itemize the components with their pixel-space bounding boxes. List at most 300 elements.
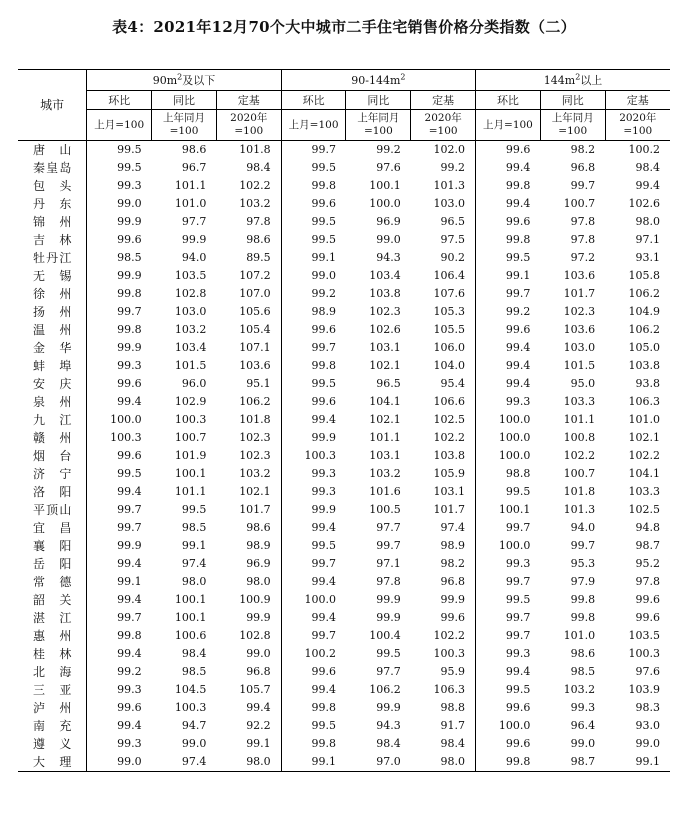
index-value: 98.4 — [376, 737, 401, 750]
index-value: 96.8 — [216, 663, 281, 681]
index-value: 103.6 — [216, 357, 281, 375]
index-value: 97.4 — [181, 557, 207, 570]
index-value: 107.6 — [411, 285, 476, 303]
city-name: 秦皇岛 — [18, 159, 87, 177]
city-name: 无锡 — [18, 267, 87, 285]
index-value: 101.8 — [216, 411, 281, 429]
city-name: 洛阳 — [18, 483, 87, 501]
index-value: 98.9 — [216, 537, 281, 555]
index-value: 99.6 — [635, 611, 660, 624]
index-value: 101.1 — [563, 413, 596, 426]
index-value: 99.4 — [311, 611, 336, 624]
index-value: 99.3 — [505, 557, 531, 570]
index-value: 100.1 — [174, 467, 207, 480]
index-value: 95.4 — [411, 375, 476, 393]
index-value: 98.5 — [570, 665, 596, 678]
index-value: 100.3 — [304, 449, 336, 462]
index-value: 100.0 — [498, 719, 531, 732]
index-value: 100.3 — [174, 413, 207, 426]
base-period-header: 上年同月=100 — [540, 110, 605, 141]
index-value: 99.4 — [505, 377, 531, 390]
index-value: 99.0 — [117, 197, 142, 210]
index-value: 98.0 — [411, 753, 476, 772]
table-row — [18, 663, 670, 681]
index-kind-header: 定基 — [411, 91, 476, 110]
index-value: 98.6 — [570, 647, 596, 660]
table-row — [18, 375, 670, 393]
index-value: 97.8 — [570, 215, 596, 228]
index-value: 99.5 — [311, 377, 336, 390]
table-row — [18, 249, 670, 267]
index-value: 100.0 — [304, 593, 336, 606]
index-value: 99.6 — [505, 701, 531, 714]
city-name: 徐州 — [18, 285, 87, 303]
city-name: 温州 — [18, 321, 87, 339]
city-name: 金华 — [18, 339, 87, 357]
index-kind-header: 同比 — [540, 91, 605, 110]
group-header-over-144: $144m^2$以上 — [476, 70, 670, 91]
index-value: 93.8 — [635, 377, 660, 390]
index-value: 99.6 — [505, 737, 531, 750]
index-value: 99.5 — [376, 647, 401, 660]
index-value: 95.9 — [411, 663, 476, 681]
index-value: 103.6 — [563, 269, 596, 282]
index-value: 100.1 — [174, 611, 207, 624]
index-value: 100.1 — [369, 179, 401, 192]
index-value: 99.4 — [117, 557, 142, 570]
index-value: 99.8 — [311, 359, 336, 372]
index-value: 102.5 — [628, 503, 660, 516]
index-value: 100.7 — [563, 197, 596, 210]
index-value: 100.3 — [411, 645, 476, 663]
index-value: 100.7 — [563, 467, 596, 480]
index-value: 102.2 — [411, 429, 476, 447]
index-value: 98.6 — [181, 143, 207, 156]
city-name: 九江 — [18, 411, 87, 429]
index-value: 97.6 — [376, 161, 401, 174]
index-value: 102.6 — [628, 197, 660, 210]
index-kind-header: 同比 — [346, 91, 411, 110]
table-row — [18, 555, 670, 573]
index-value: 99.7 — [117, 503, 142, 516]
index-value: 99.6 — [311, 665, 336, 678]
index-value: 102.3 — [369, 305, 401, 318]
index-value: 98.0 — [216, 573, 281, 591]
index-value: 101.8 — [563, 485, 596, 498]
index-value: 101.1 — [174, 179, 207, 192]
index-value: 97.8 — [570, 233, 596, 246]
base-period-header: 2020年=100 — [216, 110, 281, 141]
index-value: 90.2 — [411, 249, 476, 267]
table-row — [18, 681, 670, 699]
index-value: 100.9 — [216, 591, 281, 609]
index-value: 94.0 — [570, 521, 596, 534]
index-value: 106.2 — [628, 323, 660, 336]
index-value: 103.2 — [216, 195, 281, 213]
index-value: 97.8 — [376, 575, 401, 588]
index-value: 107.0 — [216, 285, 281, 303]
city-name: 遵义 — [18, 735, 87, 753]
index-value: 98.9 — [311, 305, 336, 318]
index-value: 100.8 — [563, 431, 596, 444]
index-value: 99.3 — [311, 467, 336, 480]
index-value: 99.0 — [376, 233, 401, 246]
index-value: 106.3 — [628, 395, 660, 408]
index-value: 99.7 — [311, 143, 336, 156]
index-value: 105.9 — [411, 465, 476, 483]
index-value: 94.0 — [181, 251, 207, 264]
index-value: 99.3 — [117, 359, 142, 372]
index-value: 99.7 — [311, 341, 336, 354]
index-value: 92.2 — [216, 717, 281, 735]
index-value: 99.4 — [117, 395, 142, 408]
group-header-90-144: $90-144m^2$ — [281, 70, 475, 91]
index-value: 98.9 — [411, 537, 476, 555]
index-value: 102.0 — [411, 141, 476, 160]
index-value: 99.2 — [411, 159, 476, 177]
index-value: 99.8 — [505, 233, 531, 246]
index-value: 99.8 — [117, 287, 142, 300]
index-value: 99.6 — [117, 377, 142, 390]
index-value: 100.0 — [110, 413, 142, 426]
index-value: 99.2 — [311, 287, 336, 300]
index-value: 101.7 — [411, 501, 476, 519]
base-period-header: 上月=100 — [476, 110, 541, 141]
index-kind-header: 定基 — [605, 91, 670, 110]
city-name: 扬州 — [18, 303, 87, 321]
index-value: 98.2 — [411, 555, 476, 573]
city-name: 赣州 — [18, 429, 87, 447]
index-value: 99.7 — [505, 575, 531, 588]
index-value: 105.0 — [628, 341, 660, 354]
index-value: 102.2 — [411, 627, 476, 645]
index-value: 93.0 — [635, 719, 660, 732]
city-name: 宜昌 — [18, 519, 87, 537]
index-value: 96.9 — [376, 215, 401, 228]
city-rows — [18, 141, 670, 772]
index-kind-header: 定基 — [216, 91, 281, 110]
city-name: 岳阳 — [18, 555, 87, 573]
index-value: 101.7 — [216, 501, 281, 519]
index-value: 99.7 — [505, 287, 531, 300]
index-value: 99.3 — [505, 647, 531, 660]
index-value: 99.1 — [605, 753, 670, 772]
index-value: 98.3 — [635, 701, 660, 714]
index-value: 89.5 — [216, 249, 281, 267]
table-row — [18, 537, 670, 555]
city-name: 平顶山 — [18, 501, 87, 519]
index-value: 97.7 — [376, 521, 401, 534]
city-name: 安庆 — [18, 375, 87, 393]
table-row — [18, 411, 670, 429]
index-value: 99.5 — [181, 503, 207, 516]
index-value: 98.8 — [411, 699, 476, 717]
table-row — [18, 447, 670, 465]
table-row — [18, 339, 670, 357]
index-value: 98.5 — [117, 251, 142, 264]
table-row — [18, 591, 670, 609]
table-row — [18, 321, 670, 339]
city-name: 济宁 — [18, 465, 87, 483]
city-name: 南充 — [18, 717, 87, 735]
table-row — [18, 231, 670, 249]
index-value: 102.1 — [216, 483, 281, 501]
index-value: 101.7 — [563, 287, 596, 300]
index-value: 99.6 — [117, 701, 142, 714]
index-value: 102.3 — [563, 305, 596, 318]
index-kind-header: 同比 — [152, 91, 217, 110]
table-row — [18, 429, 670, 447]
page-title: 表4：2021年12月70个大中城市二手住宅销售价格分类指数（二） — [112, 18, 576, 36]
index-value: 100.5 — [369, 503, 401, 516]
index-value: 93.1 — [635, 251, 660, 264]
index-value: 102.3 — [216, 429, 281, 447]
index-value: 97.6 — [635, 665, 660, 678]
index-value: 96.4 — [570, 719, 596, 732]
table-row — [18, 483, 670, 501]
index-value: 99.4 — [311, 413, 336, 426]
index-value: 105.6 — [216, 303, 281, 321]
index-value: 98.6 — [216, 519, 281, 537]
index-value: 101.6 — [369, 485, 401, 498]
index-value: 96.0 — [181, 377, 207, 390]
index-value: 97.1 — [376, 557, 401, 570]
index-value: 99.7 — [505, 611, 531, 624]
index-value: 99.5 — [117, 161, 142, 174]
index-value: 97.2 — [570, 251, 596, 264]
index-value: 99.5 — [311, 539, 336, 552]
index-value: 99.0 — [181, 737, 207, 750]
base-period-header: 上月=100 — [87, 110, 152, 141]
city-name: 大理 — [18, 753, 87, 772]
table-row — [18, 195, 670, 213]
index-value: 103.1 — [369, 449, 401, 462]
index-value: 99.4 — [216, 699, 281, 717]
index-value: 100.6 — [174, 629, 207, 642]
index-value: 96.8 — [411, 573, 476, 591]
index-value: 99.3 — [505, 395, 531, 408]
index-value: 99.4 — [311, 683, 336, 696]
city-name: 泉州 — [18, 393, 87, 411]
index-value: 99.7 — [117, 611, 142, 624]
index-value: 99.5 — [505, 251, 531, 264]
index-value: 98.0 — [216, 753, 281, 772]
index-value: 99.0 — [87, 753, 152, 772]
index-value: 99.4 — [505, 341, 531, 354]
table-row — [18, 393, 670, 411]
index-value: 99.9 — [117, 341, 142, 354]
index-value: 100.3 — [174, 701, 207, 714]
index-value: 99.4 — [635, 179, 660, 192]
index-value: 99.0 — [311, 269, 336, 282]
index-value: 100.4 — [369, 629, 401, 642]
index-value: 102.5 — [411, 411, 476, 429]
index-value: 99.9 — [376, 701, 401, 714]
index-value: 98.4 — [216, 159, 281, 177]
index-value: 99.4 — [117, 647, 142, 660]
index-value: 99.8 — [117, 629, 142, 642]
city-name: 烟台 — [18, 447, 87, 465]
index-value: 94.7 — [181, 719, 207, 732]
index-value: 103.4 — [369, 269, 401, 282]
index-value: 101.5 — [563, 359, 596, 372]
index-value: 97.0 — [346, 753, 411, 772]
index-value: 104.9 — [628, 305, 660, 318]
table-row — [18, 609, 670, 627]
city-name: 吉林 — [18, 231, 87, 249]
index-value: 100.1 — [498, 503, 531, 516]
index-value: 103.4 — [174, 341, 207, 354]
index-value: 103.0 — [563, 341, 596, 354]
index-value: 100.2 — [628, 143, 660, 156]
city-column-header: 城市 — [18, 70, 87, 141]
index-value: 99.4 — [505, 197, 531, 210]
index-value: 102.1 — [369, 359, 401, 372]
table-row — [18, 753, 670, 772]
index-value: 99.9 — [376, 593, 401, 606]
table-row — [18, 501, 670, 519]
index-value: 98.0 — [635, 215, 660, 228]
index-value: 99.1 — [216, 735, 281, 753]
index-value: 99.8 — [570, 611, 596, 624]
index-kind-header: 环比 — [281, 91, 346, 110]
index-value: 105.5 — [411, 321, 476, 339]
index-value: 104.1 — [628, 467, 660, 480]
index-value: 99.4 — [505, 359, 531, 372]
city-name: 北海 — [18, 663, 87, 681]
index-value: 94.3 — [376, 251, 401, 264]
city-name: 锦州 — [18, 213, 87, 231]
index-value: 99.0 — [570, 737, 596, 750]
index-kind-header: 环比 — [476, 91, 541, 110]
index-value: 99.7 — [505, 521, 531, 534]
index-value: 105.4 — [216, 321, 281, 339]
group-header-under-90: $90m^2$及以下 — [87, 70, 281, 91]
index-value: 96.5 — [411, 213, 476, 231]
index-value: 95.1 — [216, 375, 281, 393]
index-value: 96.9 — [216, 555, 281, 573]
table-row — [18, 573, 670, 591]
index-value: 97.1 — [635, 233, 660, 246]
index-value: 99.9 — [411, 591, 476, 609]
index-value: 96.7 — [181, 161, 207, 174]
index-value: 99.7 — [311, 629, 336, 642]
table-row — [18, 303, 670, 321]
index-value: 98.2 — [570, 143, 596, 156]
table-row — [18, 159, 670, 177]
index-value: 101.1 — [174, 485, 207, 498]
table-row — [18, 735, 670, 753]
index-value: 99.6 — [505, 215, 531, 228]
index-value: 99.4 — [505, 161, 531, 174]
city-name: 常德 — [18, 573, 87, 591]
index-value: 99.8 — [117, 323, 142, 336]
city-name: 包头 — [18, 177, 87, 195]
table-row — [18, 519, 670, 537]
index-value: 99.4 — [117, 485, 142, 498]
base-period-header: 上年同月=100 — [346, 110, 411, 141]
index-value: 99.4 — [311, 575, 336, 588]
index-value: 98.4 — [181, 647, 207, 660]
index-value: 99.6 — [635, 593, 660, 606]
index-value: 101.0 — [628, 413, 660, 426]
index-value: 98.8 — [505, 467, 531, 480]
index-value: 103.8 — [628, 359, 660, 372]
index-value: 104.5 — [174, 683, 207, 696]
index-value: 101.1 — [369, 431, 401, 444]
city-name: 惠州 — [18, 627, 87, 645]
index-value: 104.0 — [411, 357, 476, 375]
price-index-table — [18, 69, 670, 772]
index-value: 99.0 — [216, 645, 281, 663]
index-value: 102.1 — [369, 413, 401, 426]
index-value: 99.5 — [505, 683, 531, 696]
index-value: 99.7 — [117, 305, 142, 318]
index-value: 99.9 — [311, 503, 336, 516]
table-row — [18, 177, 670, 195]
index-value: 103.0 — [174, 305, 207, 318]
index-value: 95.2 — [635, 557, 660, 570]
index-value: 100.0 — [498, 449, 531, 462]
index-value: 105.7 — [216, 681, 281, 699]
city-name: 襄阳 — [18, 537, 87, 555]
index-value: 103.8 — [369, 287, 401, 300]
index-value: 97.5 — [411, 231, 476, 249]
index-value: 106.0 — [411, 339, 476, 357]
index-value: 99.3 — [311, 485, 336, 498]
index-value: 102.8 — [216, 627, 281, 645]
index-value: 102.9 — [174, 395, 207, 408]
index-value: 99.1 — [311, 251, 336, 264]
index-value: 99.1 — [281, 753, 346, 772]
index-value: 99.4 — [117, 719, 142, 732]
index-value: 99.4 — [117, 593, 142, 606]
index-value: 97.4 — [152, 753, 217, 772]
city-name: 湛江 — [18, 609, 87, 627]
index-value: 97.4 — [411, 519, 476, 537]
index-value: 102.2 — [216, 177, 281, 195]
index-value: 101.3 — [411, 177, 476, 195]
index-value: 99.7 — [505, 629, 531, 642]
index-value: 102.8 — [174, 287, 207, 300]
index-value: 105.8 — [628, 269, 660, 282]
index-value: 97.7 — [376, 665, 401, 678]
index-value: 100.0 — [498, 431, 531, 444]
index-value: 106.2 — [369, 683, 401, 696]
index-value: 99.8 — [570, 593, 596, 606]
index-value: 107.2 — [216, 267, 281, 285]
index-value: 101.9 — [174, 449, 207, 462]
index-value: 94.3 — [376, 719, 401, 732]
index-kind-header: 环比 — [87, 91, 152, 110]
index-value: 98.7 — [540, 753, 605, 772]
table-row — [18, 213, 670, 231]
city-name: 三亚 — [18, 681, 87, 699]
city-name: 桂林 — [18, 645, 87, 663]
index-value: 99.6 — [505, 323, 531, 336]
index-value: 103.5 — [628, 629, 660, 642]
index-value: 99.3 — [117, 737, 142, 750]
index-value: 98.4 — [411, 735, 476, 753]
index-value: 99.7 — [570, 539, 596, 552]
city-name: 丹东 — [18, 195, 87, 213]
index-value: 98.5 — [181, 665, 207, 678]
base-period-row — [18, 110, 670, 141]
index-value: 103.1 — [369, 341, 401, 354]
index-value: 99.2 — [505, 305, 531, 318]
index-value: 97.8 — [635, 575, 660, 588]
index-value: 99.2 — [117, 665, 142, 678]
